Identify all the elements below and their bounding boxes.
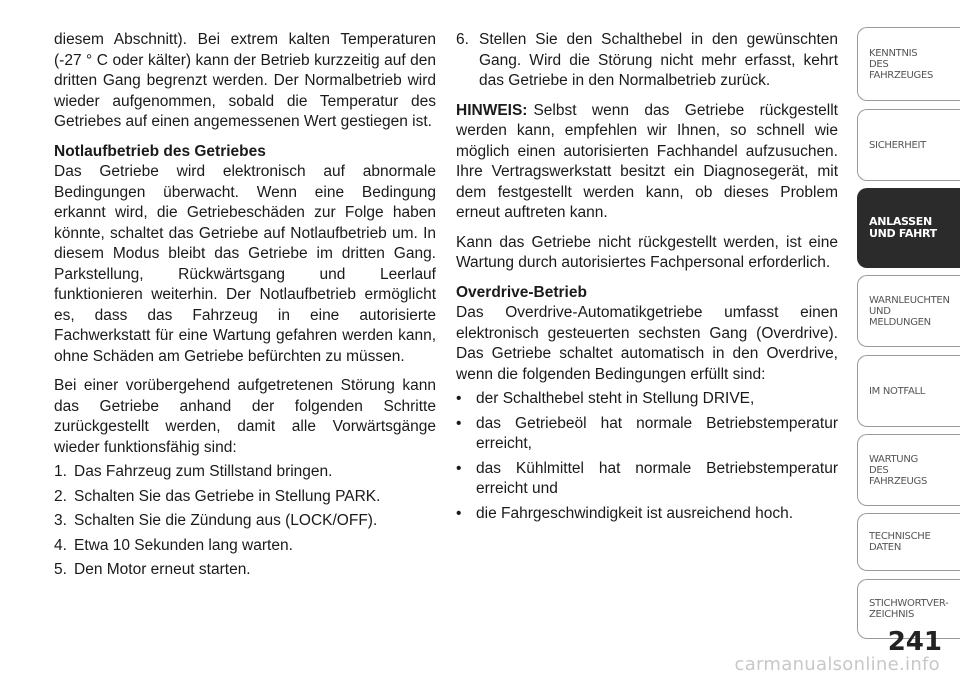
- tab-label: WARTUNG DES FAHRZEUGS: [869, 453, 928, 487]
- list-item: [456, 30, 838, 92]
- step-number: 2.: [54, 487, 67, 505]
- tab-label: KENNTNIS DES FAHRZEUGES: [869, 47, 934, 81]
- step-text: Etwa 10 Sekunden lang warten.: [74, 536, 293, 554]
- condition-text: das Kühlmittel hat normale Betriebstemperatur erreicht und: [476, 459, 838, 497]
- step-text: Stellen Sie den Schalthebel in den gewünschten Gang. Wird die Störung nicht mehr erfasst, kehrt das Getriebe in den Normalbetrieb zurück.: [479, 31, 838, 89]
- heading-notlaufbetrieb: Notlaufbetrieb des Getriebes: [54, 142, 266, 160]
- tab-label: ANLASSEN UND FAHRT: [869, 215, 937, 240]
- step-number: 5.: [54, 561, 67, 578]
- right-column: [456, 30, 838, 528]
- condition-text: das Getriebeöl hat normale Betriebstemperatur erreicht,: [476, 414, 838, 452]
- reset-steps-continued: [456, 30, 838, 92]
- tab-label: WARNLEUCHTEN UND MELDUNGEN: [869, 294, 950, 328]
- list-item: [456, 389, 838, 410]
- step-text: Schalten Sie die Zündung aus (LOCK/OFF).: [74, 512, 378, 529]
- heading-overdrive: Overdrive-Betrieb: [456, 283, 587, 301]
- tab-label: SICHERHEIT: [869, 139, 926, 151]
- bullet-icon: •: [456, 504, 462, 522]
- tab-wartung-des-fahrzeugs[interactable]: [857, 434, 960, 506]
- step-number: 6.: [456, 31, 469, 48]
- hinweis-note: [456, 101, 838, 224]
- tab-label: TECHNISCHE DATEN: [869, 531, 931, 553]
- condition-text: die Fahrgeschwindigkeit ist ausreichend hoch.: [476, 504, 794, 522]
- reset-steps-list: [54, 462, 436, 581]
- tab-sicherheit[interactable]: [857, 109, 960, 181]
- tab-anlassen-und-fahrt[interactable]: [857, 188, 960, 268]
- intro-paragraph: diesem Abschnitt). Bei extrem kalten Temperaturen (-27 ° C oder kälter) kann der Betrieb kurzzeitig auf den dritten Gang begrenzt werden. Der Normalbetrieb wird wieder aufgenommen, sobald die Temperatur des Getriebes auf einen angemessenen Wert gestiegen ist.: [54, 31, 436, 130]
- bullet-icon: •: [456, 414, 462, 432]
- notlauf-paragraph: Das Getriebe wird elektronisch auf abnormale Bedingungen überwacht. Wenn eine Bedingung erkannt wird, die Getriebeschäden zur Folge haben könnte, schaltet das Getriebe auf Notlaufbetrieb um. In diesem Modus bleibt das Getriebe im dritten Gang. Parkstellung, Rückwärtsgang und Leerlauf funktionieren weiterhin. Der Notlaufbetrieb ermöglicht es, dass das Fahrzeug in eine autorisierte Fachwerkstatt für eine Wartung gefahren werden kann, ohne Schäden am Getriebe befürchten zu müssen.: [54, 163, 436, 365]
- list-item: [54, 536, 436, 557]
- list-item: [54, 511, 436, 532]
- hinweis-text: Selbst wenn das Getriebe rückgestellt werden kann, empfehlen wir Ihnen, so schnell wie möglich einen autorisierten Fachhandel aufzusuchen. Ihre Vertragswerkstatt besitzt ein Diagnosegerät, mit dem festgestellt werden kann, ob dieses Problem erneut auftreten kann.: [456, 101, 838, 221]
- bullet-icon: •: [456, 390, 462, 407]
- step-number: 4.: [54, 536, 67, 554]
- step-number: 1.: [54, 463, 67, 480]
- tab-kenntnis-des-fahrzeuges[interactable]: [857, 27, 960, 101]
- step-text: Den Motor erneut starten.: [74, 561, 251, 578]
- bullet-icon: •: [456, 459, 462, 477]
- tab-label: IM NOTFALL: [869, 385, 926, 397]
- list-item: [54, 560, 436, 581]
- tab-label: STICHWORTVER- ZEICHNIS: [869, 598, 949, 620]
- list-item: [54, 462, 436, 483]
- list-item: [456, 459, 838, 500]
- step-text: Schalten Sie das Getriebe in Stellung PARK.: [74, 487, 381, 505]
- step-number: 3.: [54, 512, 67, 529]
- condition-text: der Schalthebel steht in Stellung DRIVE,: [476, 390, 755, 407]
- list-item: [456, 504, 838, 525]
- tab-warnleuchten-und-meldungen[interactable]: [857, 275, 960, 347]
- step-text: Das Fahrzeug zum Stillstand bringen.: [74, 463, 333, 480]
- overdrive-paragraph: Das Overdrive-Automatikgetriebe umfasst einen elektronisch gesteuerten sechsten Gang (Overdrive). Das Getriebe schaltet automatisch in den Overdrive, wenn die folgenden Bedingungen erfüllt sind:: [456, 304, 838, 383]
- left-column: [54, 30, 436, 585]
- hinweis-label: HINWEIS:: [456, 101, 528, 119]
- list-item: [456, 414, 838, 455]
- watermark: carmanualsonline.info: [734, 654, 940, 675]
- overdrive-conditions-list: [456, 389, 838, 524]
- tab-im-notfall[interactable]: [857, 355, 960, 427]
- nicht-rueckgestellt-paragraph: Kann das Getriebe nicht rückgestellt werden, ist eine Wartung durch autorisiertes Fachpersonal erforderlich.: [456, 233, 838, 271]
- stoerung-paragraph: Bei einer vorübergehend aufgetretenen Störung kann das Getriebe anhand der folgenden Schritte zurückgestellt werden, damit alle Vorwärtsgänge wieder funktionsfähig sind:: [54, 377, 436, 456]
- list-item: [54, 487, 436, 508]
- page-number: 241: [887, 627, 942, 657]
- tab-technische-daten[interactable]: [857, 513, 960, 571]
